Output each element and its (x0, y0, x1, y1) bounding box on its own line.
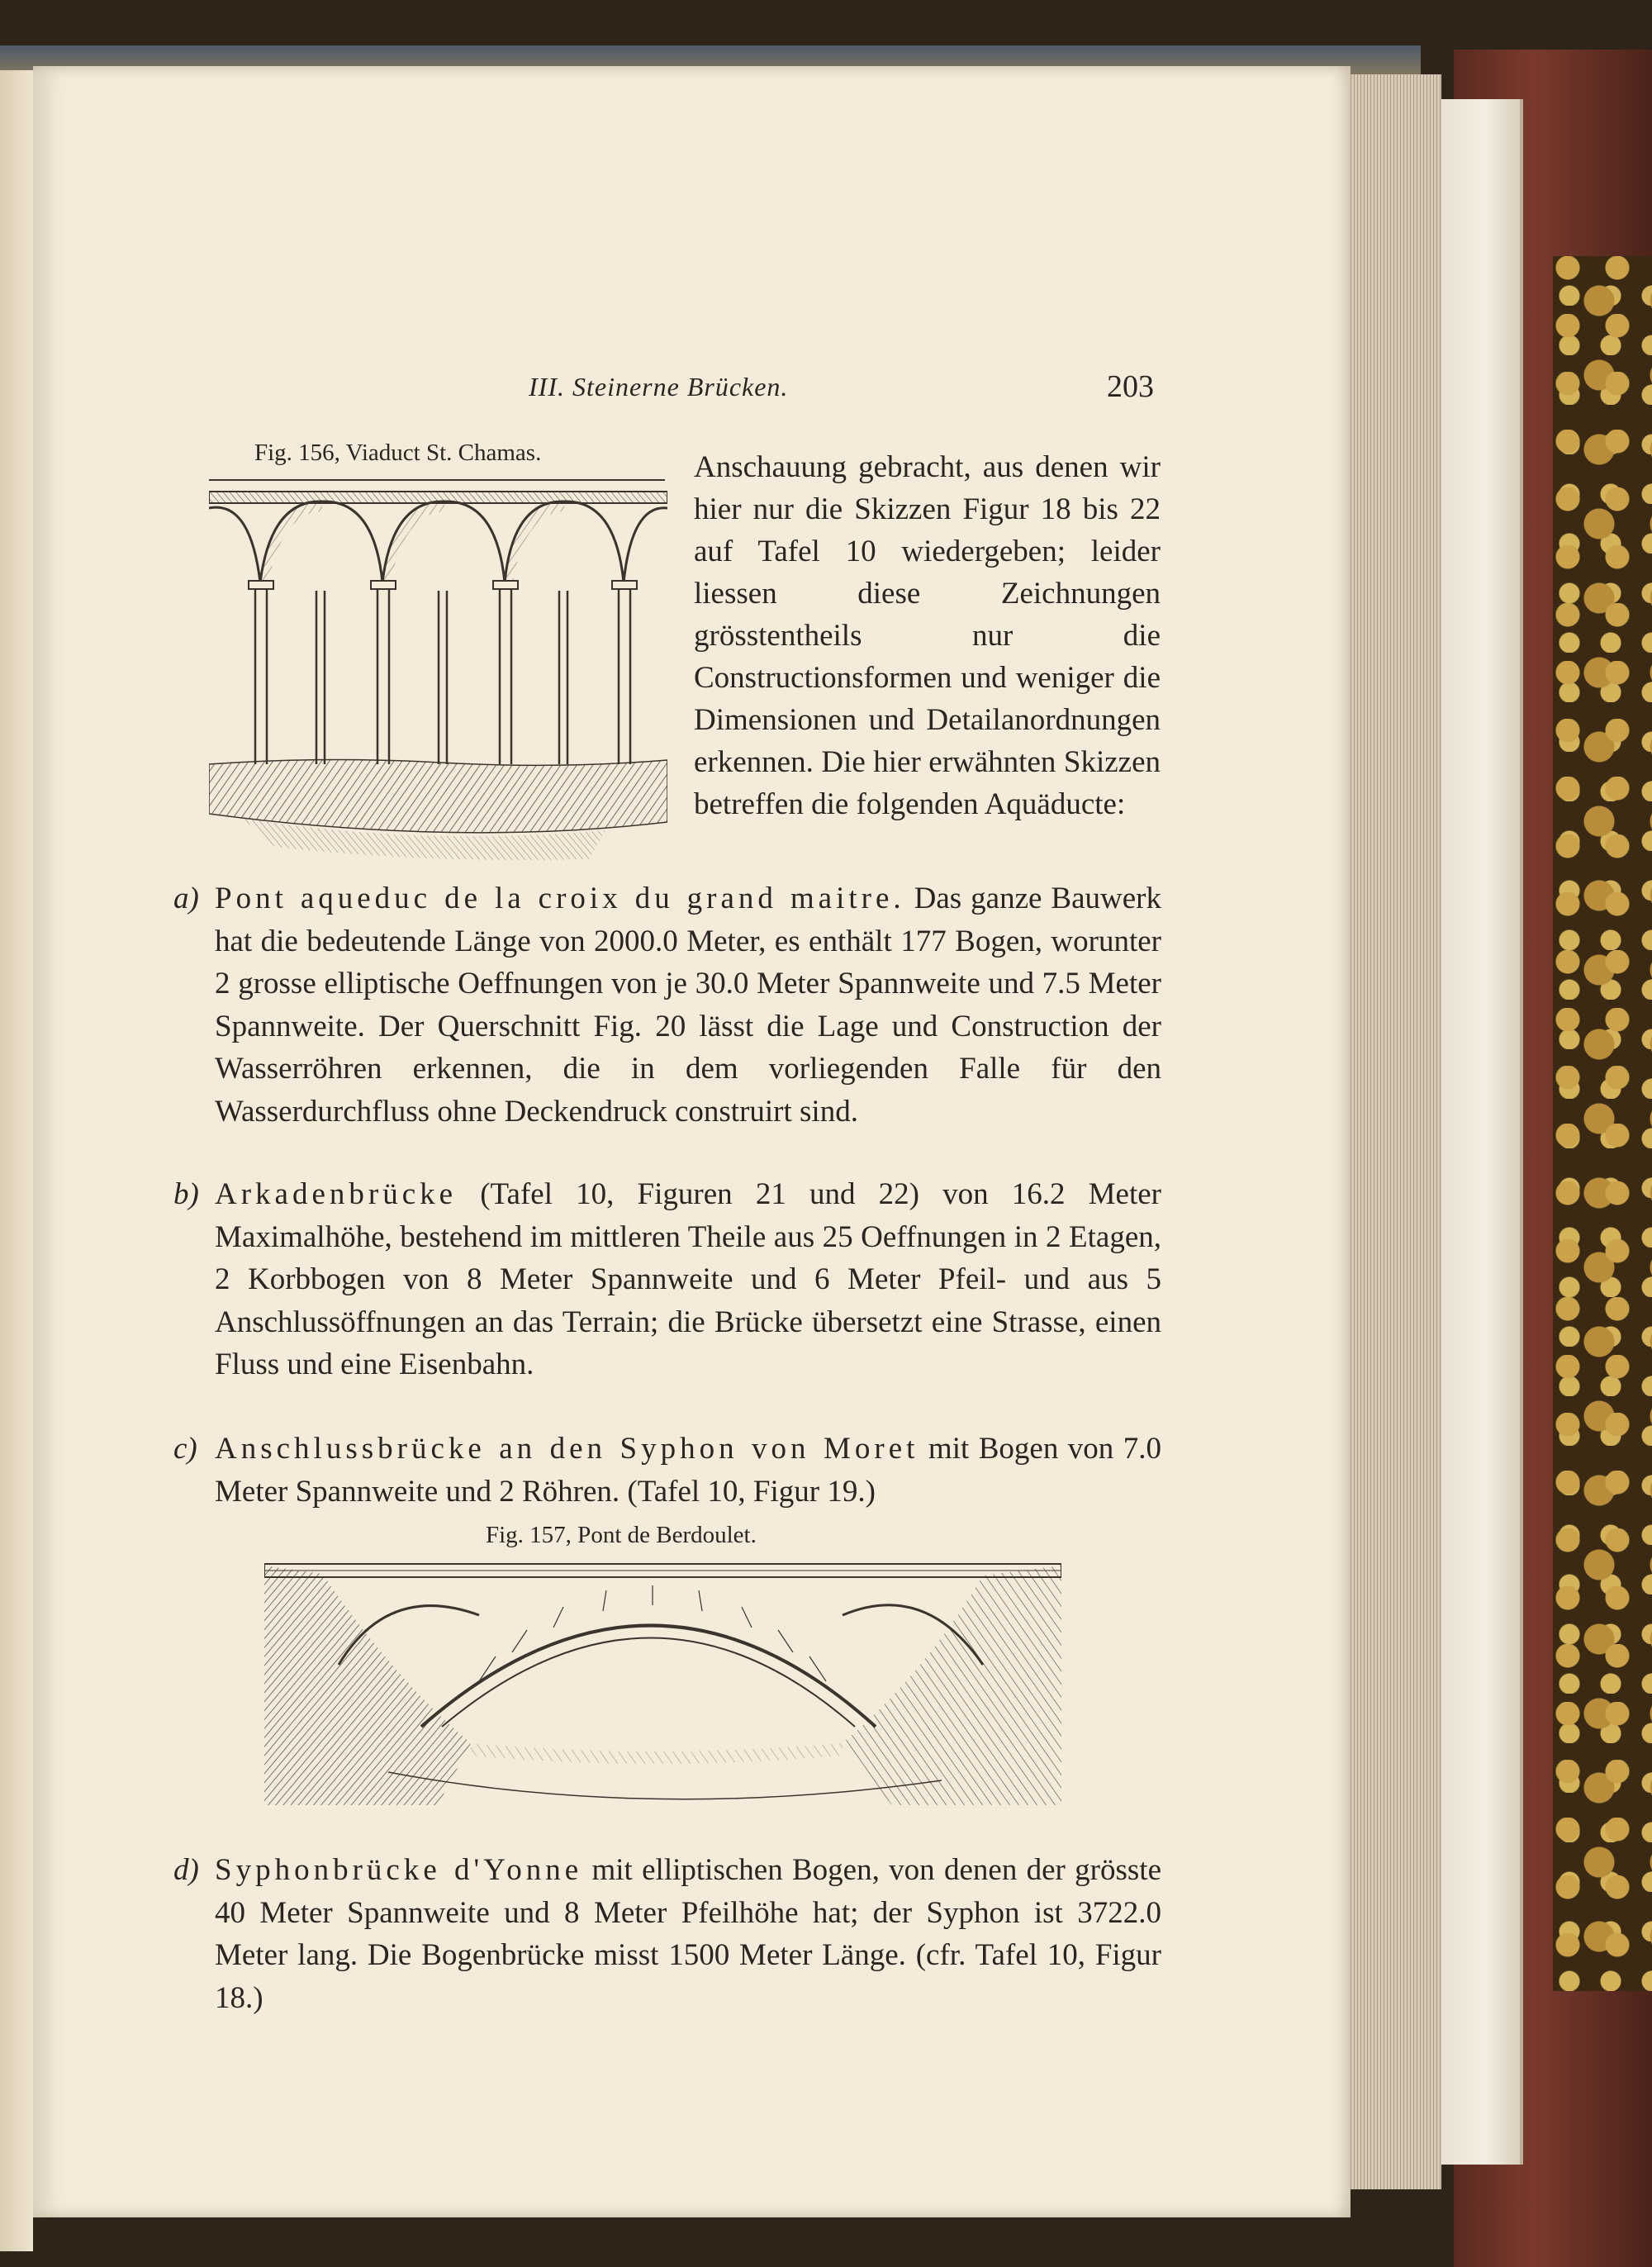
item-a-text: Das ganze Bauwerk hat die bedeutende Länge von 2000.0 Meter, es enthält 177 Bogen, worunter 2 grosse elliptische Oeffnungen von je 30.0 Meter Spannweite und 7.5 Meter Spannweite. Der Querschnitt Fig. 20 lässt die Lage und Construction der Wasserröhren erkennen, die in dem vorliegenden Falle für den Wasserdurchfluss ohne Deckendruck construirt sind. (215, 882, 1161, 1129)
item-d-text: mit elliptischen Bogen, von denen der grösste 40 Meter Spannweite und 8 Meter Pfeilhöhe hat; der Syphon ist 3722.0 Meter lang. Die Bogenbrücke misst 1500 Meter Länge. (cfr. Tafel 10, Figur 18.) (215, 1853, 1162, 2015)
item-b-name: Arkadenbrücke (215, 1177, 458, 1211)
flyleaf (1433, 99, 1523, 2165)
item-b (173, 1173, 1161, 1386)
page-number: 203 (1107, 369, 1154, 404)
item-b-marker: b) (173, 1177, 199, 1211)
item-a-marker: a) (173, 882, 199, 915)
item-c-text: mit Bogen von 7.0 Meter Spannweite und 2 Röhren. (Tafel 10, Figur 19.) (215, 1432, 1161, 1509)
running-title: III. Steinerne Brücken. (529, 372, 789, 402)
figure-156-viaduct-illustration (209, 483, 667, 863)
figure-156-rule (209, 479, 665, 481)
side-paragraph: Anschauung gebracht, aus denen wir hier nur die Skizzen Figur 18 bis 22 auf Tafel 10 wiedergeben; leider liessen diese Zeichnungen grösstentheils nur die Constructionsformen und weniger die Dimensionen und Detailanordnungen erkennen. Die hier erwähnten Skizzen betreffen die folgenden Aquäducte: (694, 450, 1161, 821)
figure-156-caption: Fig. 156, Viaduct St. Chamas. (254, 440, 542, 466)
page-edges (1338, 74, 1441, 2189)
item-c (173, 1428, 1161, 1513)
item-c-marker: c) (173, 1432, 197, 1466)
item-a (173, 877, 1161, 1133)
item-b-text: (Tafel 10, Figuren 21 und 22) von 16.2 Meter Maximalhöhe, bestehend im mittleren Theile aus 25 Oeffnungen in 2 Etagen, 2 Korbbogen von 8 Meter Spannweite und 6 Meter Pfeil- und aus 5 Anschlussöffnungen an das Terrain; die Brücke übersetzt eine Strasse, einen Fluss und eine Eisenbahn. (215, 1177, 1161, 1381)
item-d (173, 1849, 1162, 2019)
item-a-name: Pont aqueduc de la croix du grand maitre. (215, 882, 905, 915)
book-page (33, 66, 1351, 2217)
figure-157-caption: Fig. 157, Pont de Berdoulet. (486, 1522, 757, 1548)
item-d-marker: d) (173, 1853, 199, 1887)
facing-page-edge (0, 70, 33, 2251)
item-c-name: Anschlussbrücke an den Syphon von Moret (215, 1432, 919, 1466)
item-d-name: Syphonbrücke d'Yonne (215, 1853, 583, 1887)
marbled-endpaper (1553, 256, 1652, 1991)
figure-157-bridge-illustration (264, 1557, 1061, 1822)
